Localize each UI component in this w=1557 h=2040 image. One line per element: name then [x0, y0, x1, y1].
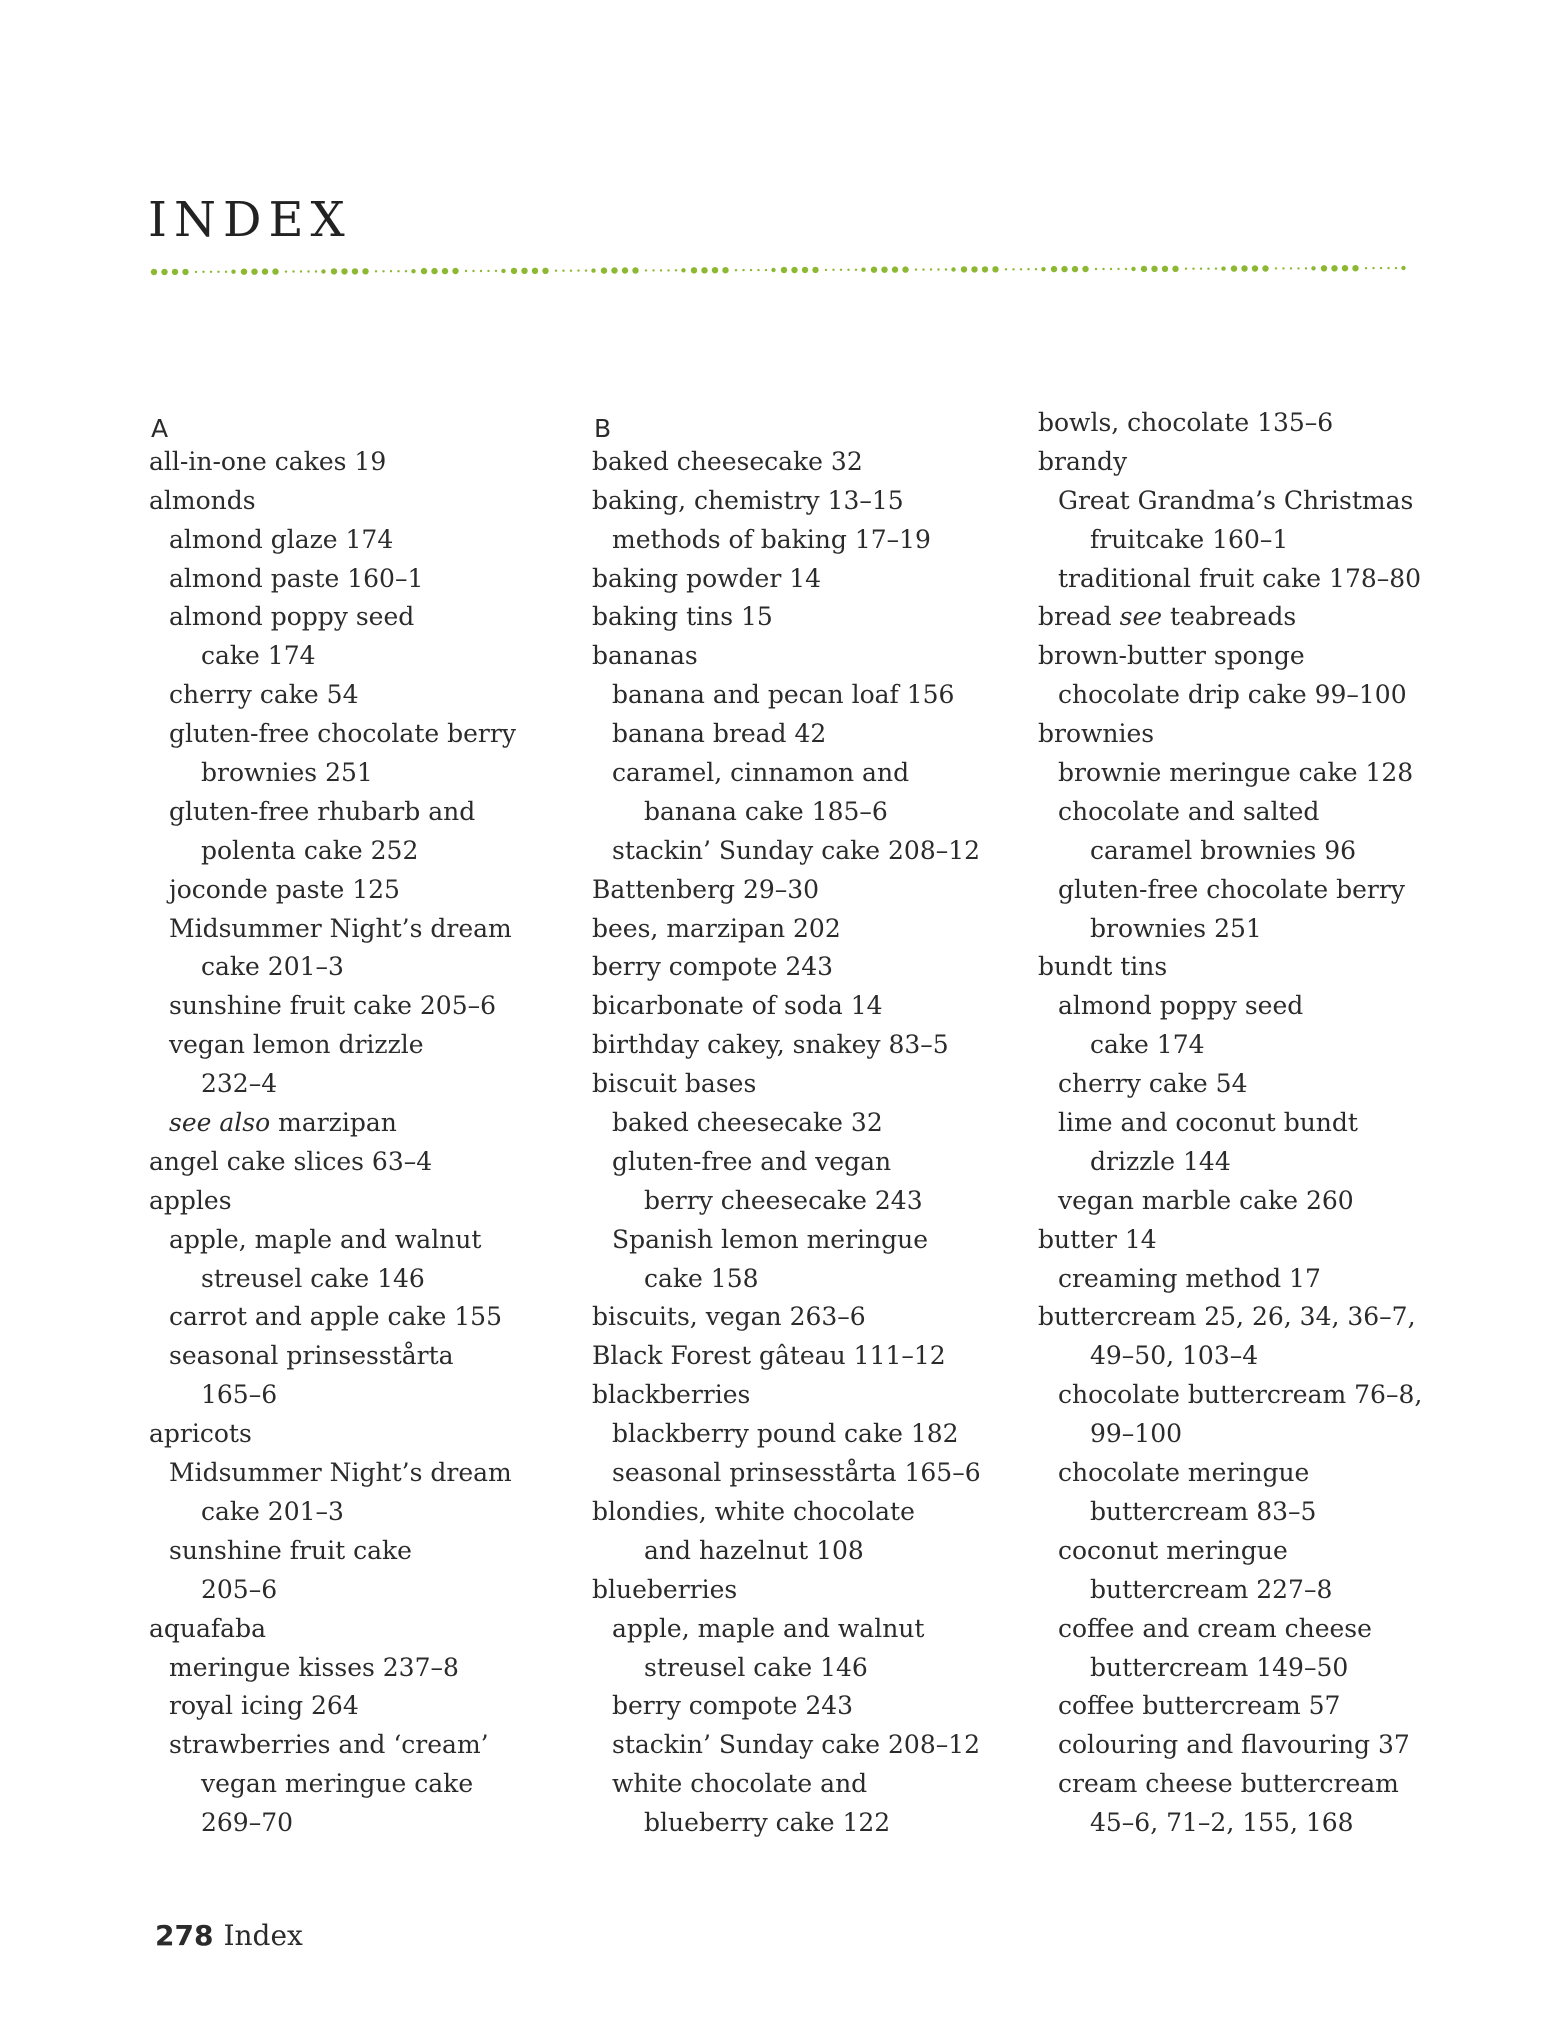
- divider-dot: [1207, 268, 1209, 270]
- index-entry: apples: [149, 1185, 232, 1215]
- index-entry: colouring and flavouring 37: [1058, 1730, 1410, 1760]
- index-entry: aquafaba: [149, 1613, 266, 1643]
- divider-dot: [937, 268, 939, 270]
- divider-dot: [1035, 268, 1037, 270]
- divider-dot: [825, 269, 827, 271]
- divider-dot: [1172, 266, 1178, 272]
- divider-dot: [397, 270, 399, 272]
- index-entry: apple, maple and walnut: [169, 1224, 482, 1254]
- divider-dot: [750, 269, 752, 271]
- index-entry: cake 174: [1090, 1030, 1205, 1060]
- divider-dot: [675, 269, 677, 271]
- divider-dot: [951, 267, 955, 271]
- divider-dot: [1162, 266, 1168, 272]
- divider-dot: [272, 268, 278, 274]
- dotted-divider: [150, 262, 1418, 282]
- index-entry: buttercream 227–8: [1090, 1574, 1333, 1604]
- divider-dot: [930, 268, 932, 270]
- divider-dot: [362, 268, 368, 274]
- index-entry: berry cheesecake 243: [644, 1185, 923, 1215]
- divider-dot: [352, 268, 358, 274]
- index-entry: brownie meringue cake 128: [1058, 758, 1414, 788]
- divider-dot: [1305, 267, 1307, 269]
- index-entry: drizzle 144: [1090, 1146, 1231, 1176]
- index-entry: butter 14: [1038, 1224, 1157, 1254]
- divider-dot: [1365, 267, 1367, 269]
- divider-dot: [210, 271, 212, 273]
- divider-dot: [1252, 265, 1258, 271]
- index-entry: baking, chemistry 13–15: [592, 485, 904, 515]
- index-entry: banana bread 42: [612, 719, 827, 749]
- index-entry: gluten-free and vegan: [612, 1146, 892, 1176]
- index-entry: Battenberg 29–30: [592, 874, 820, 904]
- divider-dot: [1290, 267, 1292, 269]
- divider-dot: [285, 270, 287, 272]
- index-entry: baked cheesecake 32: [612, 1108, 883, 1138]
- index-entry: buttercream 149–50: [1090, 1652, 1349, 1682]
- index-entry: Great Grandma’s Christmas: [1058, 485, 1414, 515]
- divider-dot: [832, 269, 834, 271]
- cross-reference-label: see: [1119, 602, 1170, 632]
- divider-dot: [667, 269, 669, 271]
- index-entry: [149, 1104, 569, 1143]
- divider-dot: [840, 269, 842, 271]
- index-term: marzipan: [278, 1108, 397, 1138]
- index-entry: blackberry pound cake 182: [612, 1419, 959, 1449]
- index-entry: Midsummer Night’s dream: [169, 913, 512, 943]
- divider-dot: [472, 270, 474, 272]
- divider-dot: [202, 271, 204, 273]
- divider-dot: [315, 270, 317, 272]
- divider-dot: [652, 269, 654, 271]
- divider-dot: [555, 270, 557, 272]
- index-entry: seasonal prinsesstårta: [169, 1341, 454, 1371]
- divider-dot: [411, 269, 415, 273]
- index-entry: cherry cake 54: [169, 680, 359, 710]
- divider-dot: [945, 268, 947, 270]
- index-entry: buttercream 25, 26, 34, 36–7,: [1038, 1302, 1416, 1332]
- divider-dot: [570, 270, 572, 272]
- divider-dot: [562, 270, 564, 272]
- index-entry: cake 201–3: [201, 1496, 344, 1526]
- divider-dot: [742, 269, 744, 271]
- index-entry: angel cake slices 63–4: [149, 1146, 433, 1176]
- divider-dot: [1020, 268, 1022, 270]
- index-entry: buttercream 83–5: [1090, 1496, 1317, 1526]
- index-entry: polenta cake 252: [201, 835, 419, 865]
- divider-dot: [660, 269, 662, 271]
- divider-dot: [622, 267, 628, 273]
- divider-dot: [1027, 268, 1029, 270]
- divider-dot: [1372, 267, 1374, 269]
- index-entry: banana cake 185–6: [644, 796, 888, 826]
- divider-dot: [431, 268, 437, 274]
- index-entry: brownies: [1038, 719, 1155, 749]
- index-entry: 49–50, 103–4: [1090, 1341, 1259, 1371]
- index-entry: vegan lemon drizzle: [169, 1030, 424, 1060]
- index-entry: apricots: [149, 1419, 252, 1449]
- divider-dot: [1102, 268, 1104, 270]
- index-entry: vegan marble cake 260: [1058, 1185, 1354, 1215]
- divider-dot: [1051, 266, 1057, 272]
- index-entry: cherry cake 54: [1058, 1069, 1248, 1099]
- divider-dot: [1401, 266, 1405, 270]
- index-entry: 205–6: [201, 1574, 278, 1604]
- divider-dot: [1342, 265, 1348, 271]
- divider-dot: [812, 267, 818, 273]
- index-entry: coffee buttercream 57: [1058, 1691, 1341, 1721]
- divider-dot: [922, 268, 924, 270]
- divider-dot: [601, 267, 607, 273]
- index-entry: almonds: [149, 485, 256, 515]
- index-entry: brownies 251: [201, 758, 373, 788]
- index-entry: bundt tins: [1038, 952, 1168, 982]
- divider-dot: [300, 270, 302, 272]
- divider-dot: [501, 269, 505, 273]
- index-entry: coffee and cream cheese: [1058, 1613, 1372, 1643]
- index-entry: gluten-free chocolate berry: [169, 719, 516, 749]
- divider-dot: [241, 269, 247, 275]
- divider-dot: [1297, 267, 1299, 269]
- divider-dot: [861, 268, 865, 272]
- index-entry: cake 174: [201, 641, 316, 671]
- divider-dot: [645, 269, 647, 271]
- divider-dot: [1215, 267, 1217, 269]
- index-entry: traditional fruit cake 178–80: [1058, 563, 1422, 593]
- divider-dot: [757, 269, 759, 271]
- divider-dot: [632, 267, 638, 273]
- index-entry: bowls, chocolate 135–6: [1038, 408, 1334, 437]
- divider-dot: [701, 267, 707, 273]
- index-entry: birthday cakey, snakey 83–5: [592, 1030, 949, 1060]
- divider-dot: [1012, 268, 1014, 270]
- index-term: bread: [1038, 602, 1120, 632]
- index-term: teabreads: [1169, 602, 1297, 632]
- index-entry: baking powder 14: [592, 563, 822, 593]
- divider-dot: [1331, 265, 1337, 271]
- index-entry: fruitcake 160–1: [1090, 524, 1289, 554]
- divider-dot: [971, 266, 977, 272]
- divider-dot: [781, 267, 787, 273]
- index-entry: bicarbonate of soda 14: [592, 991, 883, 1021]
- index-entry: cream cheese buttercream: [1058, 1769, 1399, 1799]
- index-entry: joconde paste 125: [169, 874, 400, 904]
- divider-dot: [1117, 268, 1119, 270]
- divider-dot: [1311, 266, 1315, 270]
- divider-dot: [1282, 267, 1284, 269]
- divider-dot: [691, 267, 697, 273]
- divider-dot: [421, 268, 427, 274]
- index-entry: chocolate drip cake 99–100: [1058, 680, 1407, 710]
- divider-dot: [390, 270, 392, 272]
- index-entry: sunshine fruit cake: [169, 1535, 412, 1565]
- index-entry: baked cheesecake 32: [592, 446, 863, 476]
- index-entry: streusel cake 146: [201, 1263, 425, 1293]
- divider-dot: [1200, 268, 1202, 270]
- index-entry: apple, maple and walnut: [612, 1613, 925, 1643]
- index-entry: 269–70: [201, 1808, 294, 1838]
- divider-dot: [871, 267, 877, 273]
- index-entry: blueberries: [592, 1574, 738, 1604]
- index-entry: bees, marzipan 202: [592, 913, 841, 943]
- divider-dot: [195, 271, 197, 273]
- index-entry: all-in-one cakes 19: [149, 446, 387, 476]
- index-section-letter: A: [151, 414, 169, 443]
- divider-dot: [1262, 265, 1268, 271]
- index-entry: chocolate buttercream 76–8,: [1058, 1380, 1423, 1410]
- index-entry: royal icing 264: [169, 1691, 359, 1721]
- index-entry: cake 201–3: [201, 952, 344, 982]
- divider-dot: [182, 269, 188, 275]
- divider-dot: [405, 270, 407, 272]
- index-entry: blackberries: [592, 1380, 751, 1410]
- divider-dot: [1275, 267, 1277, 269]
- running-title: Index: [223, 1919, 303, 1952]
- divider-dot: [961, 266, 967, 272]
- divider-dot: [511, 268, 517, 274]
- divider-dot: [495, 270, 497, 272]
- divider-dot: [1241, 265, 1247, 271]
- divider-dot: [1082, 266, 1088, 272]
- divider-dot: [532, 268, 538, 274]
- divider-dot: [382, 270, 384, 272]
- divider-dot: [915, 268, 917, 270]
- divider-dot: [1151, 266, 1157, 272]
- index-entry: almond glaze 174: [169, 524, 394, 554]
- index-entry: cake 158: [644, 1263, 759, 1293]
- divider-dot: [802, 267, 808, 273]
- index-entry: berry compote 243: [612, 1691, 854, 1721]
- divider-dot: [231, 270, 235, 274]
- divider-dot: [881, 267, 887, 273]
- index-entry: biscuits, vegan 263–6: [592, 1302, 866, 1332]
- index-entry: caramel brownies 96: [1090, 835, 1357, 865]
- index-entry: bananas: [592, 641, 698, 671]
- index-entry: streusel cake 146: [644, 1652, 868, 1682]
- index-entry: 232–4: [201, 1069, 278, 1099]
- divider-dot: [1005, 268, 1007, 270]
- divider-dot: [542, 268, 548, 274]
- index-entry: brandy: [1038, 446, 1128, 476]
- divider-dot: [735, 269, 737, 271]
- index-entry: 45–6, 71–2, 155, 168: [1090, 1808, 1354, 1838]
- index-entry: brownies 251: [1090, 913, 1262, 943]
- index-entry: brown-butter sponge: [1038, 641, 1305, 671]
- divider-dot: [577, 269, 579, 271]
- index-entry: Spanish lemon meringue: [612, 1224, 929, 1254]
- index-entry: seasonal prinsesstårta 165–6: [612, 1458, 981, 1488]
- divider-dot: [611, 267, 617, 273]
- index-entry: caramel, cinnamon and: [612, 758, 910, 788]
- index-entry: 165–6: [201, 1380, 278, 1410]
- divider-dot: [992, 266, 998, 272]
- divider-dot: [452, 268, 458, 274]
- index-entry: [1038, 598, 1458, 637]
- divider-dot: [465, 270, 467, 272]
- divider-dot: [217, 271, 219, 273]
- index-entry: Black Forest gâteau 111–12: [592, 1341, 946, 1371]
- divider-dot: [1380, 267, 1382, 269]
- divider-dot: [585, 269, 587, 271]
- divider-dot: [307, 270, 309, 272]
- index-section-letter: B: [594, 414, 612, 443]
- index-entry: coconut meringue: [1058, 1535, 1288, 1565]
- divider-dot: [1131, 267, 1135, 271]
- index-entry: lime and coconut bundt: [1058, 1108, 1358, 1138]
- index-entry: biscuit bases: [592, 1069, 757, 1099]
- index-entry: vegan meringue cake: [201, 1769, 474, 1799]
- divider-dot: [161, 269, 167, 275]
- divider-dot: [292, 270, 294, 272]
- divider-dot: [1110, 268, 1112, 270]
- divider-dot: [1061, 266, 1067, 272]
- divider-dot: [375, 270, 377, 272]
- index-entry: and hazelnut 108: [644, 1535, 864, 1565]
- index-entry: stackin’ Sunday cake 208–12: [612, 835, 981, 865]
- index-column-1: [149, 404, 569, 1843]
- divider-dot: [722, 267, 728, 273]
- index-entry: berry compote 243: [592, 952, 834, 982]
- index-entry: methods of baking 17–19: [612, 524, 931, 554]
- index-entry: baking tins 15: [592, 602, 773, 632]
- divider-dot: [855, 269, 857, 271]
- divider-dot: [225, 271, 227, 273]
- divider-dot: [771, 268, 775, 272]
- divider-dot: [712, 267, 718, 273]
- index-entry: chocolate and salted: [1058, 796, 1320, 826]
- divider-dot: [521, 268, 527, 274]
- divider-dot: [1192, 268, 1194, 270]
- index-entry: almond poppy seed: [1058, 991, 1304, 1021]
- divider-dot: [892, 266, 898, 272]
- index-entry: gluten-free rhubarb and: [169, 796, 476, 826]
- divider-dot: [591, 268, 595, 272]
- divider-dot: [1221, 266, 1225, 270]
- divider-dot: [251, 269, 257, 275]
- page-footer: [155, 1919, 303, 1952]
- page-title: INDEX: [148, 192, 352, 248]
- index-entry: gluten-free chocolate berry: [1058, 874, 1405, 904]
- divider-dot: [791, 267, 797, 273]
- divider-dot: [847, 269, 849, 271]
- cross-reference-label: see also: [169, 1108, 279, 1138]
- divider-dot: [321, 269, 325, 273]
- index-entry: chocolate meringue: [1058, 1458, 1310, 1488]
- divider-dot: [331, 268, 337, 274]
- index-entry: white chocolate and: [612, 1769, 868, 1799]
- index-entry: almond poppy seed: [169, 602, 415, 632]
- divider-dot: [1095, 268, 1097, 270]
- index-entry: banana and pecan loaf 156: [612, 680, 955, 710]
- page-number: 278: [155, 1919, 214, 1952]
- divider-dot: [902, 266, 908, 272]
- index-entry: carrot and apple cake 155: [169, 1302, 502, 1332]
- divider-dot: [681, 268, 685, 272]
- divider-dot: [1231, 265, 1237, 271]
- index-column-3: [1038, 404, 1458, 1843]
- divider-dot: [487, 270, 489, 272]
- divider-dot: [341, 268, 347, 274]
- index-entry: 99–100: [1090, 1419, 1183, 1449]
- divider-dot: [480, 270, 482, 272]
- divider-dot: [1185, 268, 1187, 270]
- index-entry: blueberry cake 122: [644, 1808, 891, 1838]
- divider-dot: [1352, 265, 1358, 271]
- index-entry: sunshine fruit cake 205–6: [169, 991, 497, 1021]
- index-entry: stackin’ Sunday cake 208–12: [612, 1730, 981, 1760]
- index-entry: Midsummer Night’s dream: [169, 1458, 512, 1488]
- index-column-2: [592, 404, 1012, 1843]
- index-entry: blondies, white chocolate: [592, 1496, 915, 1526]
- index-entry: meringue kisses 237–8: [169, 1652, 459, 1682]
- index-entry: creaming method 17: [1058, 1263, 1321, 1293]
- divider-dot: [172, 269, 178, 275]
- divider-dot: [1141, 266, 1147, 272]
- divider-dot: [262, 268, 268, 274]
- divider-dot: [442, 268, 448, 274]
- divider-dot: [1125, 268, 1127, 270]
- divider-dot: [1072, 266, 1078, 272]
- divider-dot: [765, 269, 767, 271]
- divider-dot: [1387, 267, 1389, 269]
- divider-dot: [151, 269, 157, 275]
- divider-dot: [1041, 267, 1045, 271]
- index-entry: strawberries and ‘cream’: [169, 1730, 489, 1760]
- index-entry: almond paste 160–1: [169, 563, 424, 593]
- divider-dot: [1321, 265, 1327, 271]
- divider-dot: [1395, 267, 1397, 269]
- divider-dot: [982, 266, 988, 272]
